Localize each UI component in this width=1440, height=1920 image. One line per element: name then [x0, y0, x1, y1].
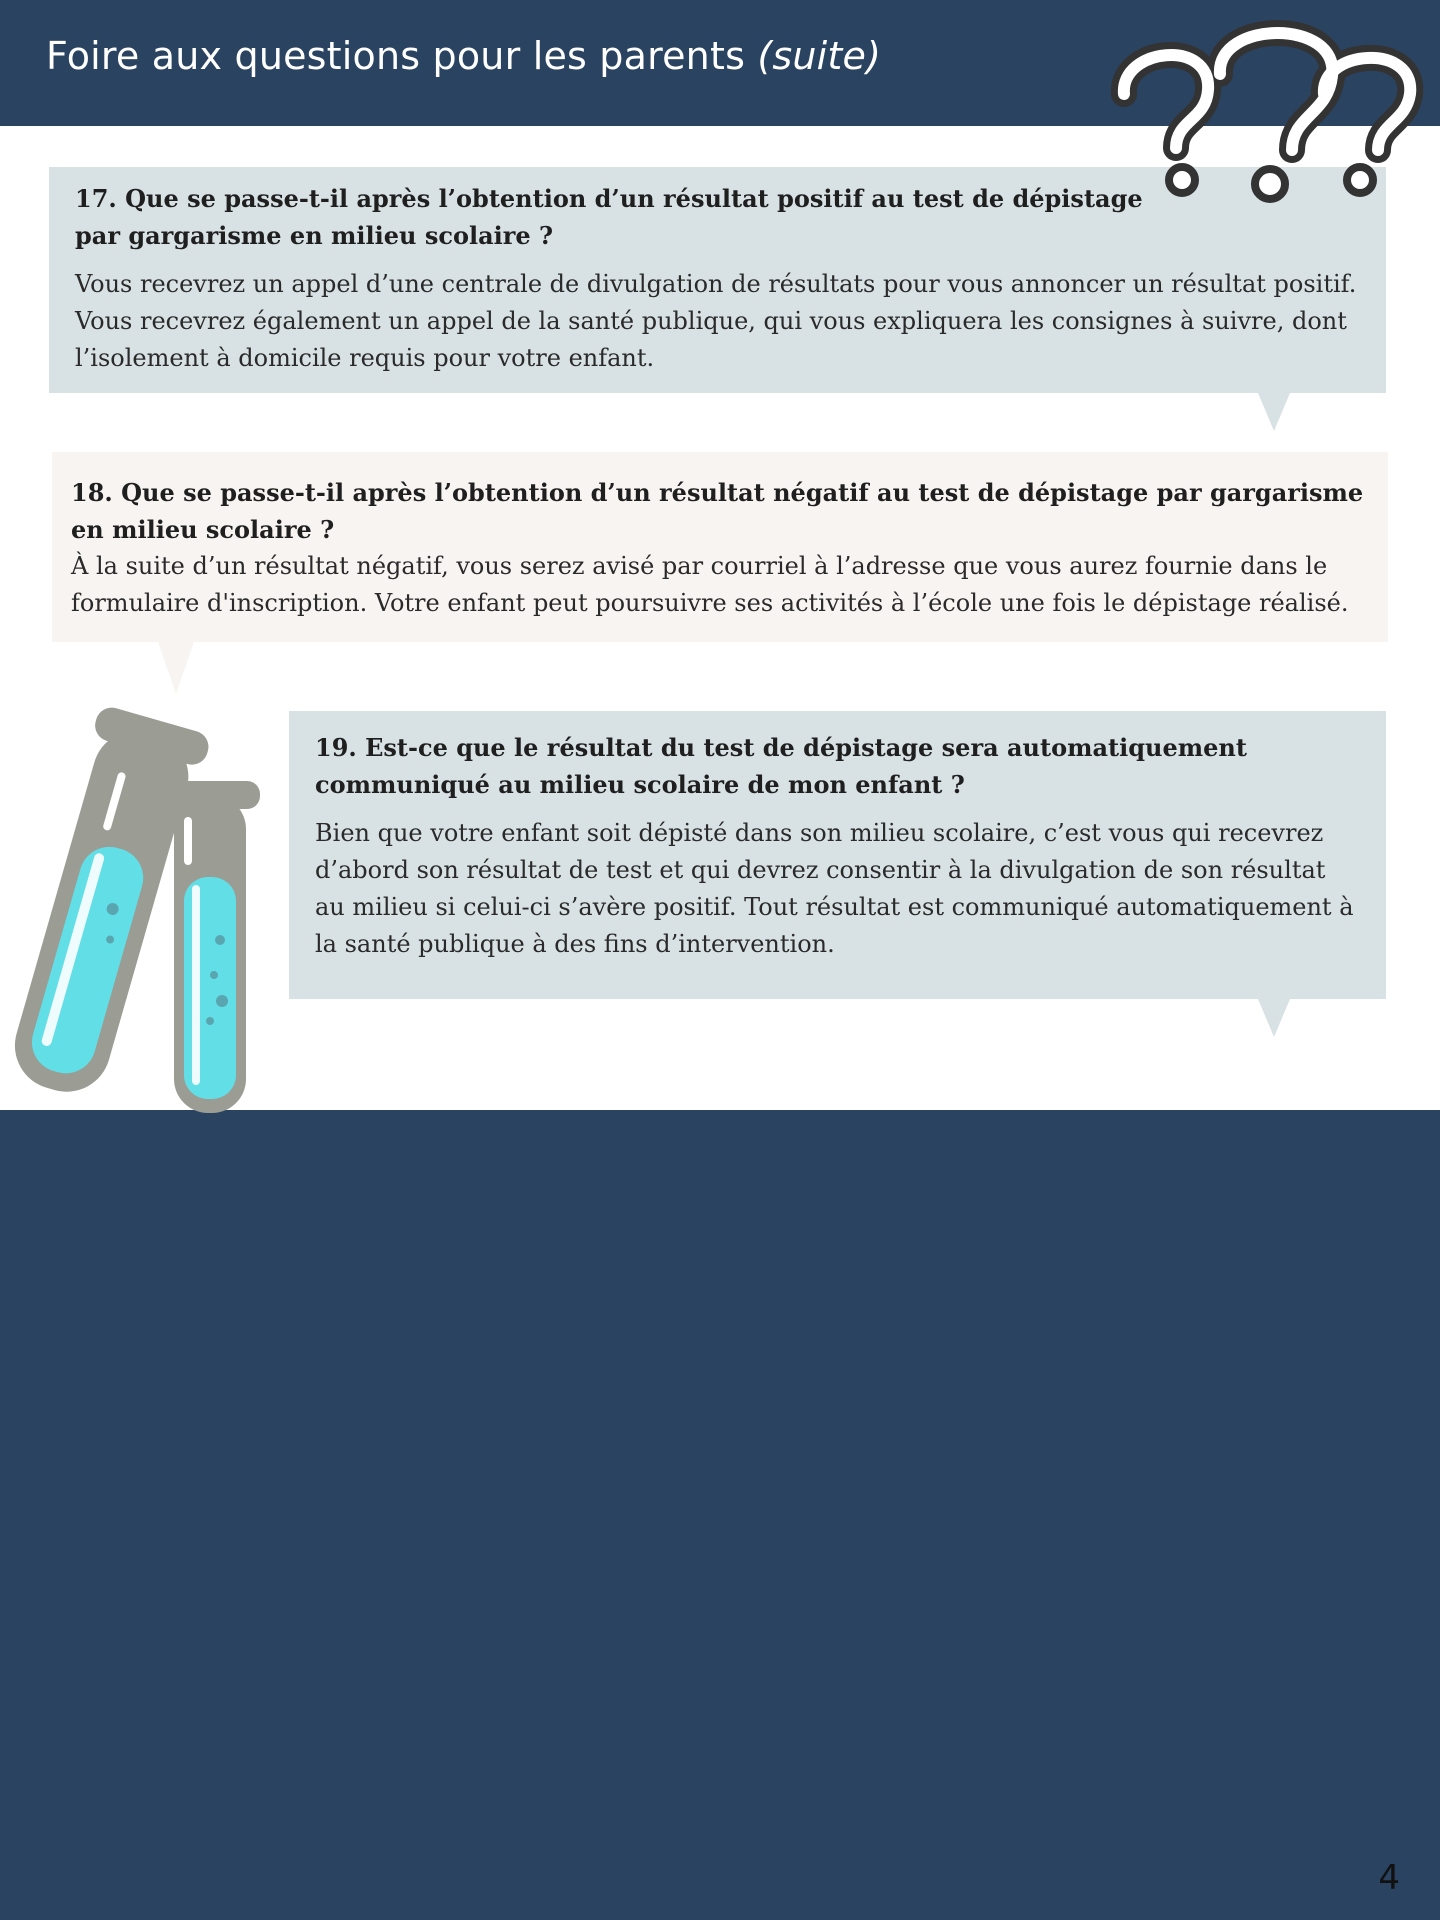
faq-answer-18: À la suite d’un résultat négatif, vous serez avisé par courriel à l’adresse que vous aurez fournie dans le formulaire d'inscription. Votre enfant peut poursuivre ses activités à l’école une fois le dépistage réalisé. — [71, 552, 1349, 617]
speech-bubble-tail — [1258, 393, 1290, 431]
faq-answer-19: Bien que votre enfant soit dépisté dans son milieu scolaire, c’est vous qui recevrez d’abord son résultat de test et qui devrez consentir à la divulgation de son résultat au milieu si celui-ci s’avère positif. Tout résultat est communiqué automatiquement à la santé publique à des fins d’intervention. — [315, 819, 1354, 958]
faq-item-19 — [289, 711, 1386, 999]
test-tubes-icon — [0, 695, 270, 1115]
faq-question-18: 18. Que se passe-t-il après l’obtention d’un résultat négatif au test de dépistage par gargarisme en milieu scolaire ? — [71, 478, 1364, 544]
page-title-suffix: (suite) — [757, 34, 882, 78]
page-number: 4 — [1378, 1858, 1400, 1898]
question-marks-icon — [1104, 14, 1440, 214]
speech-bubble-tail — [1258, 999, 1290, 1037]
faq-item-18 — [52, 452, 1388, 642]
faq-question-19: 19. Est-ce que le résultat du test de dépistage sera automatiquement communiqué au milieu scolaire de mon enfant ? — [315, 733, 1247, 799]
speech-bubble-tail — [158, 642, 194, 694]
page-title — [46, 34, 881, 78]
faq-answer-17: Vous recevrez un appel d’une centrale de divulgation de résultats pour vous annoncer un résultat positif. Vous recevrez également un appel de la santé publique, qui vous expliquera les consignes à suivre, dont l’isolement à domicile requis pour votre enfant. — [75, 270, 1357, 372]
page-title-text: Foire aux questions pour les parents — [46, 34, 746, 78]
faq-question-17: 17. Que se passe-t-il après l’obtention d’un résultat positif au test de dépistage par gargarisme en milieu scolaire ? — [75, 184, 1143, 250]
